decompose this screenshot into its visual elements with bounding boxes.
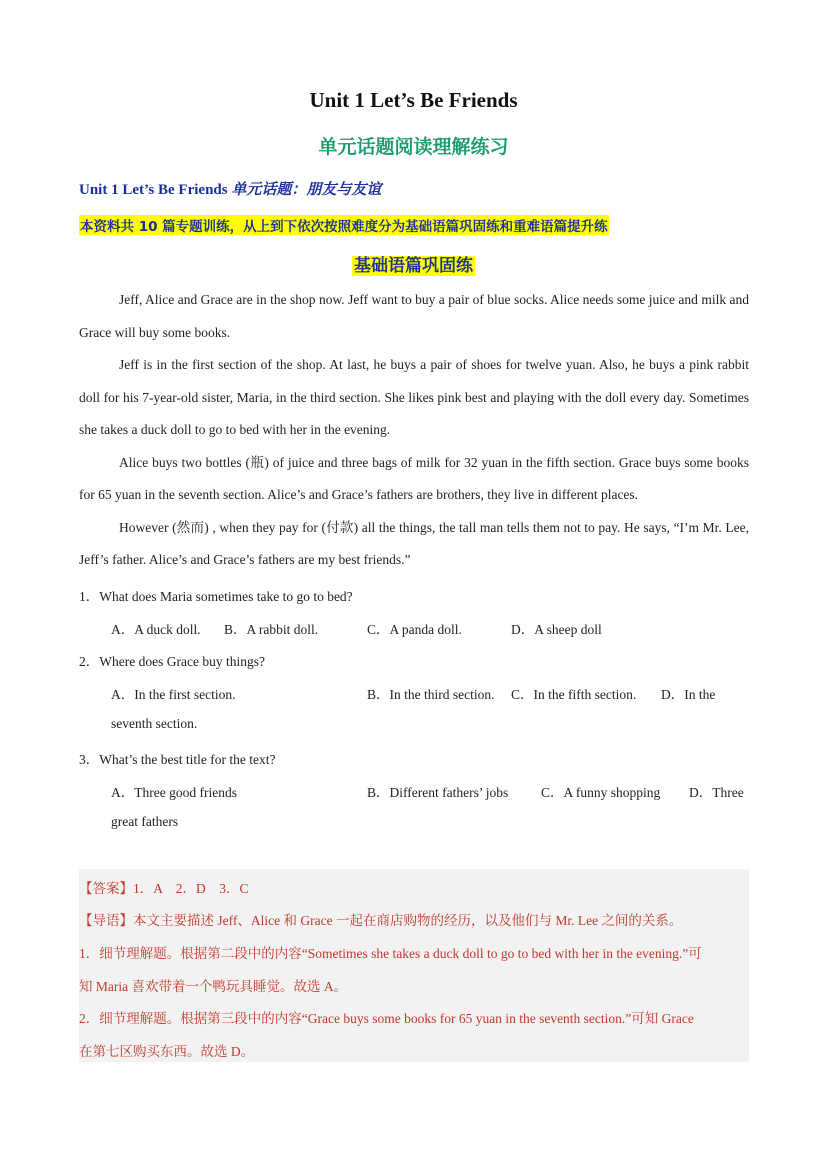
q2-option-d: D．In the xyxy=(661,687,716,702)
passage-paragraph-4: However (然而) , when they pay for (付款) all the things, the tall man tells them not to pay. He says, “I’m Mr. Lee, Jeff’s father. Alice’s and Grace’s fathers are my best friends.” xyxy=(79,519,749,567)
q2-option-c: C．In the fifth section. xyxy=(511,687,637,702)
unit-topic xyxy=(79,178,381,199)
answer-tag: 【答案】 xyxy=(79,881,133,897)
q1-option-b: B．A rabbit doll. xyxy=(224,622,319,637)
q3-option-d-cont: great fathers xyxy=(111,814,179,829)
q1-option-a: A．A duck doll. xyxy=(111,622,201,637)
explanation-1-line-1: 1．细节理解题。根据第二段中的内容“Sometimes she takes a duck doll to go to bed with her in the evening.”可 xyxy=(79,946,702,961)
q3-option-d: D．Three xyxy=(689,785,744,800)
q3-option-a: A．Three good friends xyxy=(111,785,237,800)
q2-option-a: A．In the first section. xyxy=(111,687,236,702)
q3-option-b: B．Different fathers’ jobs xyxy=(367,785,509,800)
guide-tag: 【导语】 xyxy=(79,913,133,929)
explanation-2-line-1: 2．细节理解题。根据第三段中的内容“Grace buys some books for 65 yuan in the seventh section.”可知 Grace xyxy=(79,1011,694,1026)
page-title: Unit 1 Let’s Be Friends xyxy=(309,88,518,112)
question-2-stem: 2．Where does Grace buy things? xyxy=(79,654,265,669)
unit-topic-en: Unit 1 Let’s Be Friends xyxy=(79,182,232,198)
section-heading-label: 基础语篇巩固练 xyxy=(354,256,473,276)
guide-text: 本文主要描述 Jeff、Alice 和 Grace 一起在商店购物的经历，以及他们与 Mr. Lee 之间的关系。 xyxy=(133,913,683,928)
q1-option-d: D．A sheep doll xyxy=(511,622,602,637)
explanation-2-line-2: 在第七区购买东西。故选 D。 xyxy=(79,1044,255,1059)
q2-option-b: B．In the third section. xyxy=(367,687,495,702)
explanation-1-line-2: 知 Maria 喜欢带着一个鸭玩具睡觉。故选 A。 xyxy=(79,979,348,994)
answer-line xyxy=(79,877,249,897)
guide-line xyxy=(79,909,682,929)
passage-paragraph-3: Alice buys two bottles (瓶) of juice and three bags of milk for 32 yuan in the fifth section. Grace buys some books for 65 yuan in the seventh section. Alice’s and Grace’s fathers are brothers, they live in different places. xyxy=(79,454,749,502)
q1-option-c: C．A panda doll. xyxy=(367,622,462,637)
answer-text: 1．A 2．D 3．C xyxy=(133,881,249,896)
q2-option-d-cont: seventh section. xyxy=(111,716,198,731)
reading-passage xyxy=(79,284,749,577)
question-1-stem: 1．What does Maria sometimes take to go to bed? xyxy=(79,589,353,604)
passage-paragraph-2: Jeff is in the first section of the shop. At last, he buys a pair of shoes for twelve yuan. Also, he buys a pink rabbit doll for his 7-year-old sister, Maria, in the third section. She likes pink best and playing with the doll every day. Sometimes she takes a duck doll to go to bed with her in the evening. xyxy=(79,357,749,437)
section-heading xyxy=(0,251,827,276)
q3-option-c: C．A funny shopping xyxy=(541,785,661,800)
answer-explanation-box xyxy=(79,869,749,1062)
unit-topic-cn: 单元话题：朋友与友谊 xyxy=(231,180,382,198)
question-3-stem: 3．What’s the best title for the text? xyxy=(79,752,276,767)
material-intro: 本资料共 10 篇专题训练，从上到下依次按照难度分为基础语篇巩固练和重难语篇提升练 xyxy=(79,215,609,235)
passage-paragraph-1: Jeff, Alice and Grace are in the shop now. Jeff want to buy a pair of blue socks. Alice needs some juice and milk and Grace will buy some books. xyxy=(79,292,749,340)
page-subtitle: 单元话题阅读理解练习 xyxy=(318,136,509,158)
